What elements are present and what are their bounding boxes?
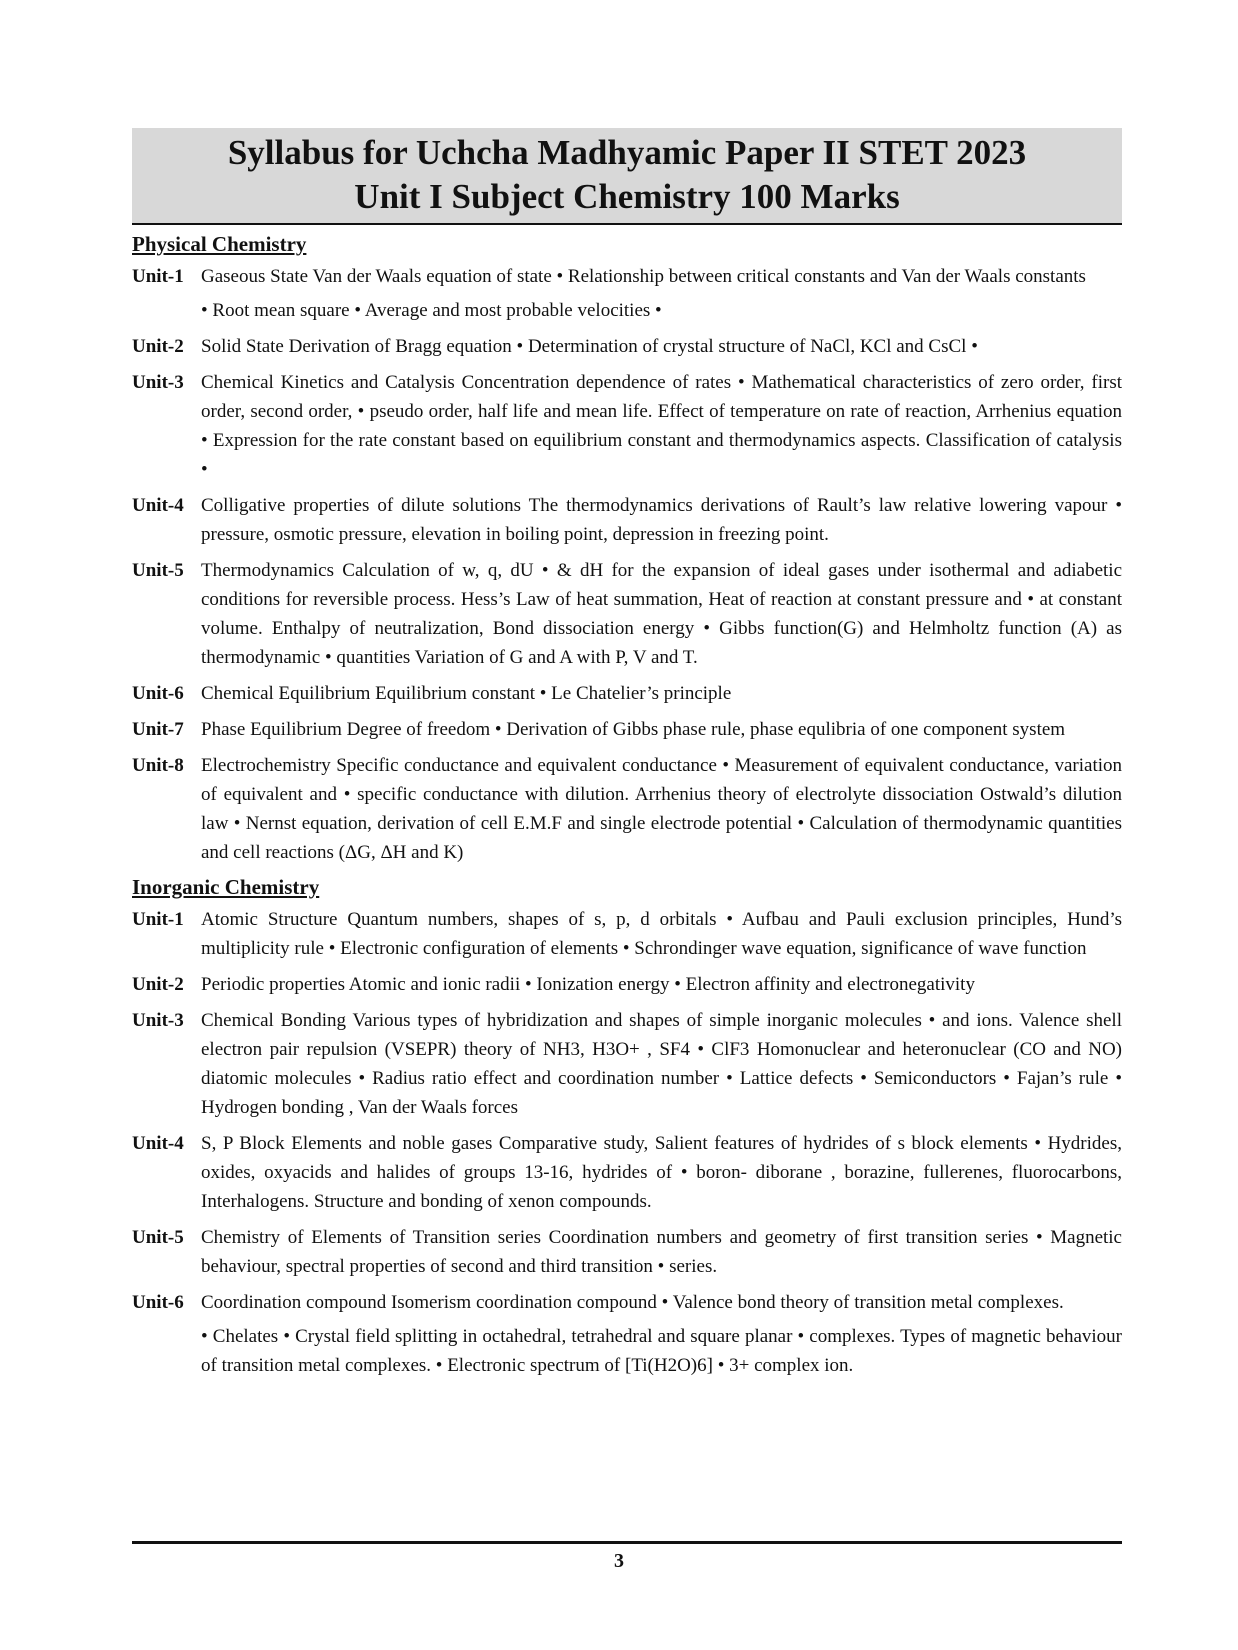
unit-description: Phase Equilibrium Degree of freedom • Derivation of Gibbs phase rule, phase equlibria of one component system [201,719,1066,740]
page-title: Syllabus for Uchcha Madhyamic Paper II STET 2023 [227,133,1027,172]
unit-description: Electrochemistry Specific conductance and equivalent conductance • Measurement of equivalent conductance, variation of equivalent and • specific conductance with dilution. Arrhenius theory of electrolyte dissociation Ostwald’s dilution law • Nernst equation, derivation of cell E.M.F and single electrode potential • Calculation of thermodynamic quantities and cell reactions (ΔG, ΔH and K) [201,755,1122,863]
unit-description: Colligative properties of dilute solutions The thermodynamics derivations of Rault’s law relative lowering vapour • pressure, osmotic pressure, elevation in boiling point, depression in freezing point. [201,495,1122,545]
unit-description: Gaseous State Van der Waals equation of state • Relationship between critical constants and Van der Waals constants [201,266,1086,287]
unit-description: Chemical Equilibrium Equilibrium constant • Le Chatelier’s principle [201,683,732,704]
physical-unit-list [132,262,1122,867]
unit-description: Periodic properties Atomic and ionic radii • Ionization energy • Electron affinity and electronegativity [201,974,975,995]
unit-continuation: • Root mean square • Average and most probable velocities • [201,300,662,321]
unit-item [132,556,1122,672]
unit-label: Unit-2 [132,336,184,357]
unit-item [132,1288,1122,1317]
unit-description: Thermodynamics Calculation of w, q, dU • & dH for the expansion of ideal gases under isothermal and adiabetic conditions for reversible process. Hess’s Law of heat summation, Heat of reaction at constant pressure and • at constant volume. Enthalpy of neutralization, Bond dissociation energy • Gibbs function(G) and Helmholtz function (A) as thermodynamic • quantities Variation of G and A with P, V and T. [201,560,1122,668]
unit-label: Unit-5 [132,560,184,581]
page-number: 3 [614,1550,624,1572]
unit-label: Unit-6 [132,683,184,704]
unit-label: Unit-5 [132,1227,184,1248]
unit-item [132,262,1122,291]
unit-label: Unit-2 [132,974,184,995]
unit-label: Unit-4 [132,495,184,516]
unit-description: Chemistry of Elements of Transition series Coordination numbers and geometry of first transition series • Magnetic behaviour, spectral properties of second and third transition • series. [201,1227,1122,1277]
unit-item [132,368,1122,484]
unit-description: Chemical Bonding Various types of hybridization and shapes of simple inorganic molecules • and ions. Valence shell electron pair repulsion (VSEPR) theory of NH3, H3O+ , SF4 • ClF3 Homonuclear and heteronuclear (CO and NO) diatomic molecules • Radius ratio effect and coordination number • Lattice defects • Semiconductors • Fajan’s rule • Hydrogen bonding , Van der Waals forces [201,1010,1122,1118]
unit-description: Solid State Derivation of Bragg equation • Determination of crystal structure of NaCl, KCl and CsCl • [201,336,978,357]
unit-item [132,332,1122,361]
unit-description: S, P Block Elements and noble gases Comparative study, Salient features of hydrides of s block elements • Hydrides, oxides, oxyacids and halides of groups 13-16, hydrides of • boron- diborane , borazine, fullerenes, fluorocarbons, Interhalogens. Structure and bonding of xenon compounds. [201,1133,1122,1212]
section-heading-physical: Physical Chemistry [132,232,307,256]
unit-label: Unit-4 [132,1133,184,1154]
page-subtitle: Unit I Subject Chemistry 100 Marks [354,177,900,216]
unit-item [132,751,1122,867]
title-banner [132,128,1122,225]
unit-item [132,679,1122,708]
unit-label: Unit-1 [132,909,184,930]
unit-continuation: • Chelates • Crystal field splitting in octahedral, tetrahedral and square planar • complexes. Types of magnetic behaviour of transition metal complexes. • Electronic spectrum of [Ti(H2O)6] • 3+ complex ion. [201,1326,1122,1376]
unit-item [132,1223,1122,1281]
unit-item [132,491,1122,549]
unit-label: Unit-1 [132,266,184,287]
unit-description: Coordination compound Isomerism coordination compound • Valence bond theory of transition metal complexes. [201,1292,1064,1313]
inorganic-unit-list [132,905,1122,1387]
unit-description: Chemical Kinetics and Catalysis Concentration dependence of rates • Mathematical characteristics of zero order, first order, second order, • pseudo order, half life and mean life. Effect of temperature on rate of reaction, Arrhenius equation • Expression for the rate constant based on equilibrium constant and thermodynamics aspects. Classification of catalysis • [201,372,1122,480]
unit-label: Unit-7 [132,719,184,740]
unit-item [132,970,1122,999]
unit-item [132,1129,1122,1216]
unit-description: Atomic Structure Quantum numbers, shapes of s, p, d orbitals • Aufbau and Pauli exclusion principles, Hund’s multiplicity rule • Electronic configuration of elements • Schrondinger wave equation, significance of wave function [201,909,1122,959]
unit-item [132,715,1122,744]
unit-label: Unit-6 [132,1292,184,1313]
section-heading-inorganic: Inorganic Chemistry [132,875,320,899]
unit-item [132,905,1122,963]
unit-label: Unit-3 [132,372,184,393]
unit-item [132,1006,1122,1122]
unit-label: Unit-3 [132,1010,184,1031]
footer-rule [132,1541,1122,1544]
unit-label: Unit-8 [132,755,184,776]
syllabus-page [132,128,1122,1387]
